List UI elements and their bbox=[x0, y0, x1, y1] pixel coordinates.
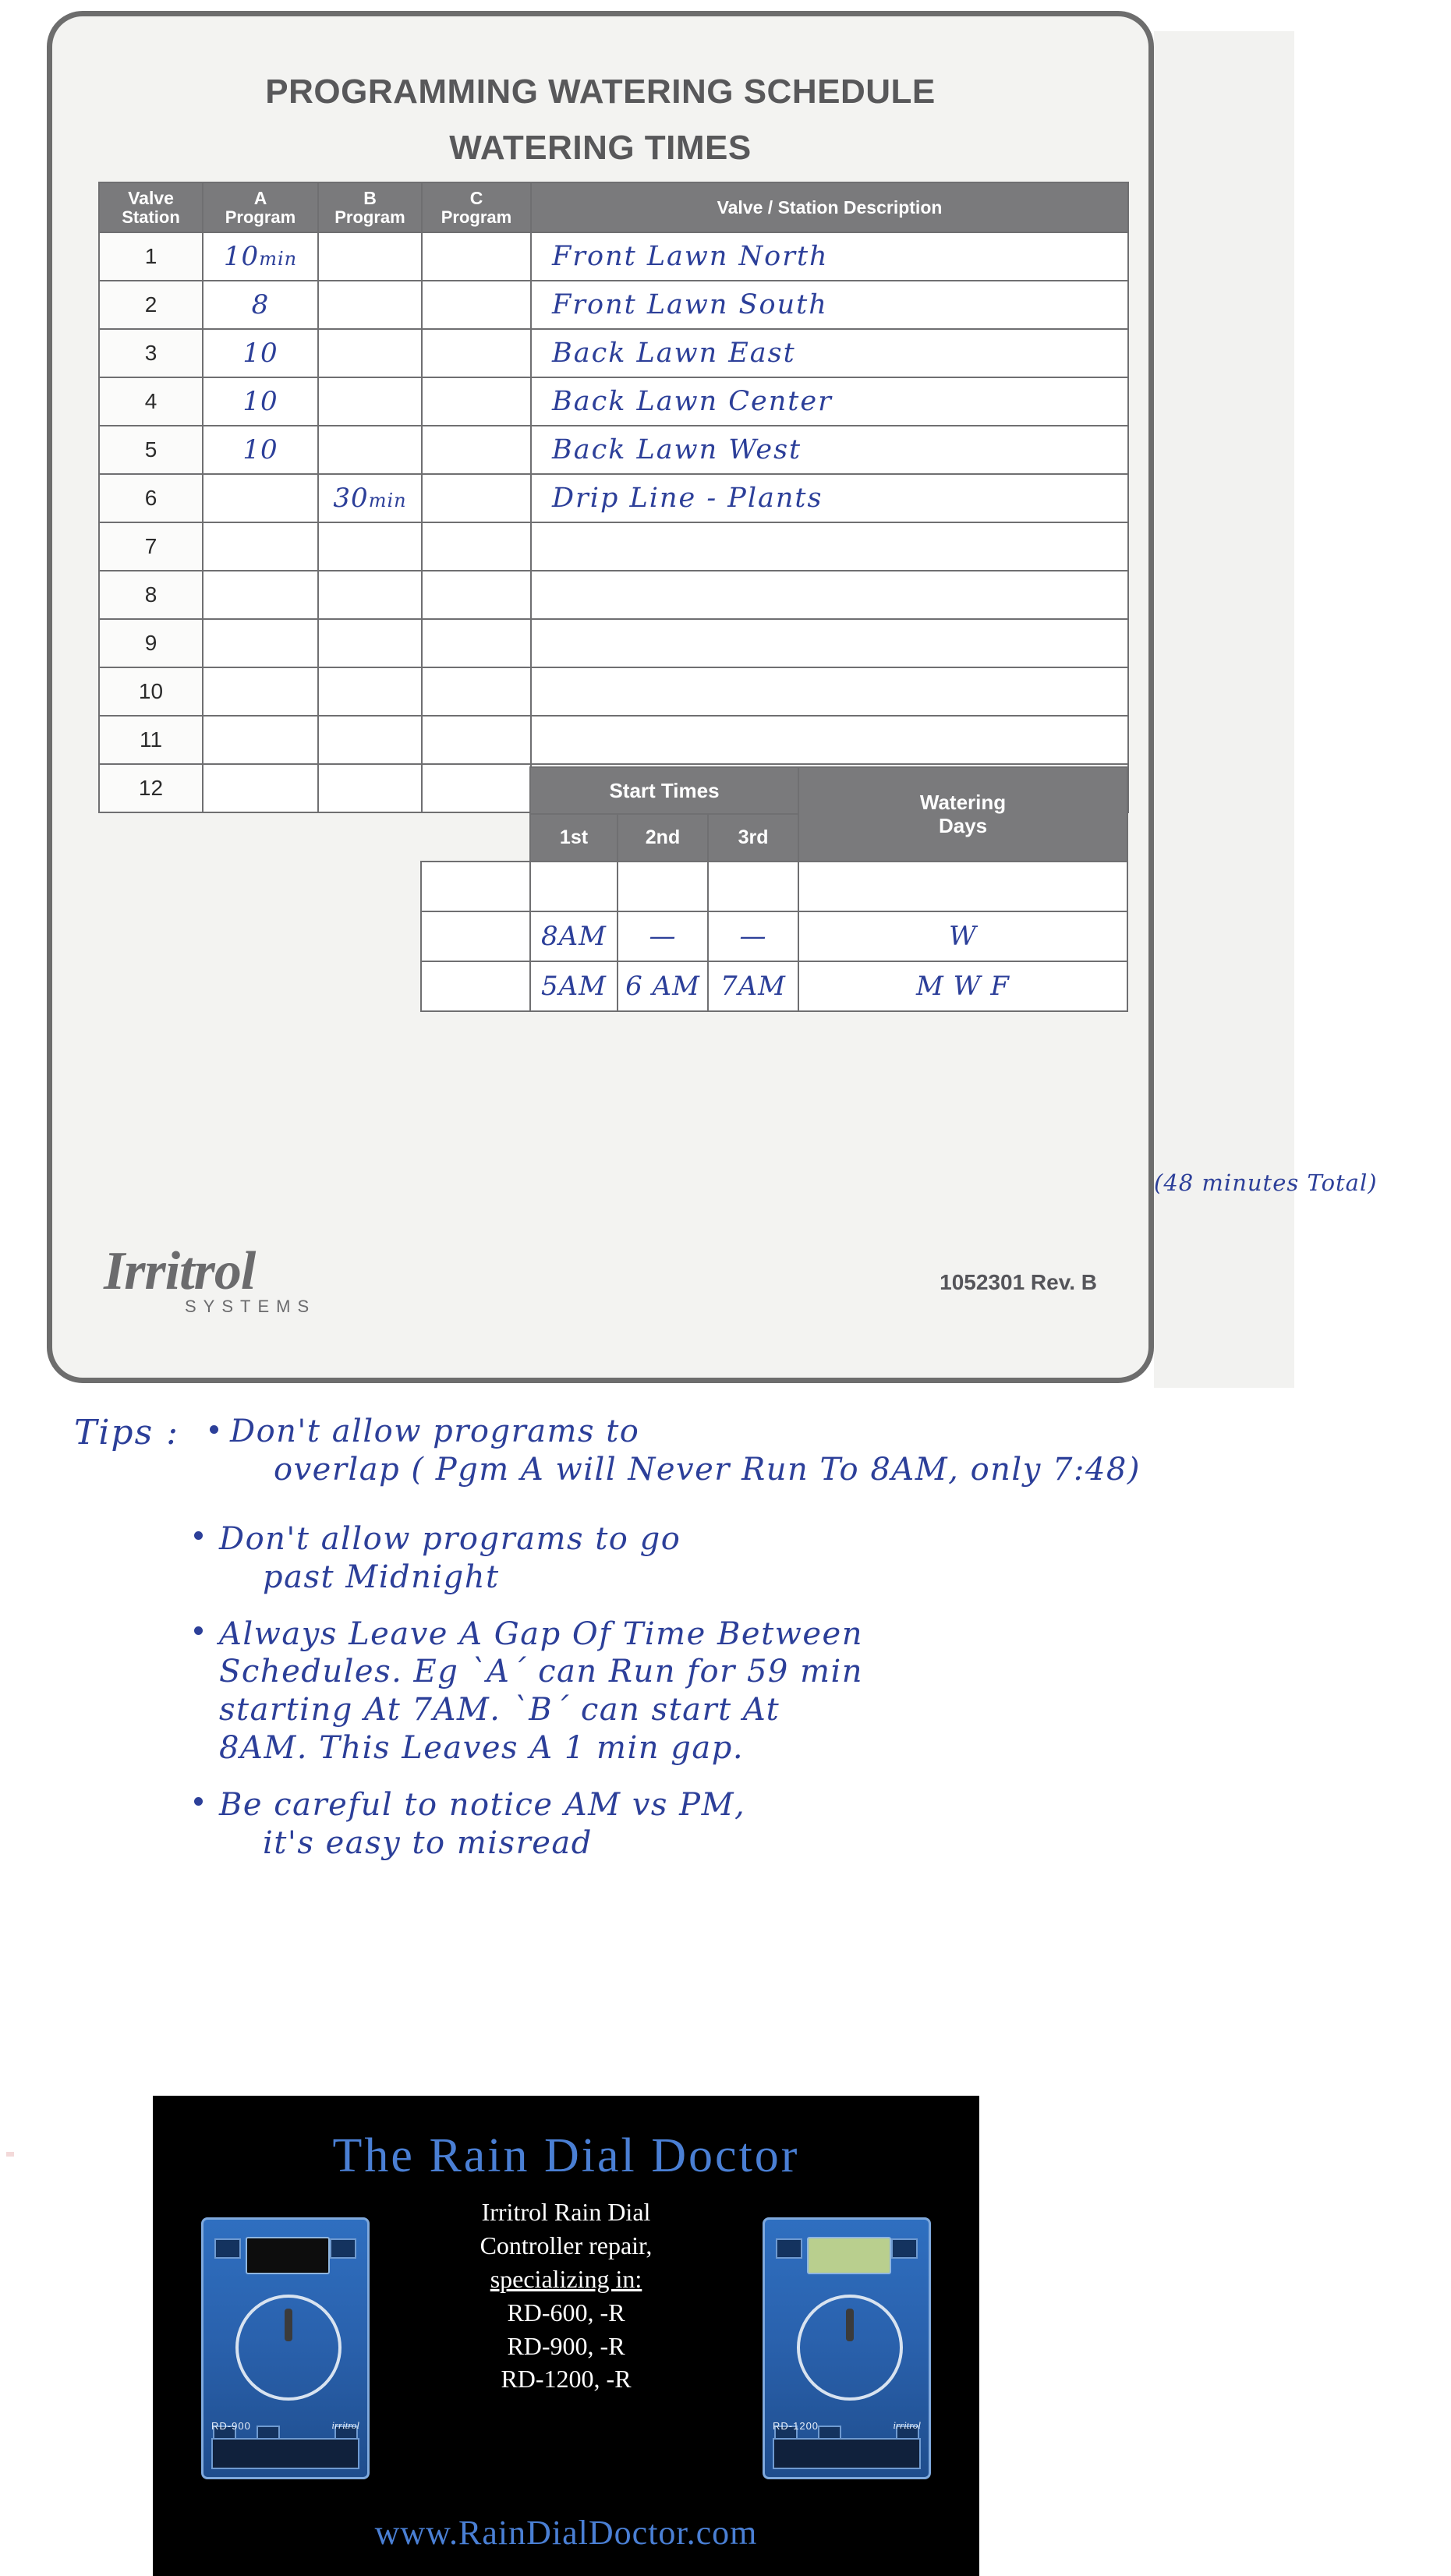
start-time-1st-header: 1st bbox=[530, 814, 618, 862]
start-time-first-cell[interactable] bbox=[530, 911, 618, 961]
start-time-row bbox=[98, 961, 1127, 1011]
watering-times-table-wrap bbox=[98, 182, 1127, 813]
table-row bbox=[99, 571, 1128, 619]
irritrol-logo bbox=[104, 1240, 316, 1317]
description-cell[interactable] bbox=[531, 426, 1128, 474]
bottom-spacer-cell bbox=[317, 961, 421, 1011]
b-program-cell[interactable] bbox=[318, 474, 422, 522]
a-program-cell[interactable] bbox=[203, 474, 318, 522]
tip-item-3-line2: Schedules. Eg `A´ can Run for 59 min bbox=[219, 1654, 864, 1690]
total-minutes-note: (48 minutes Total) bbox=[1154, 1169, 1378, 1196]
tip-item-4 bbox=[183, 1786, 1275, 1863]
c-program-cell[interactable] bbox=[422, 281, 531, 329]
start-times-values-table bbox=[98, 911, 1128, 1012]
bottom-spacer-cell bbox=[202, 862, 317, 911]
ad-text-line1: Irritrol Rain Dial bbox=[481, 2198, 651, 2226]
start-times-table bbox=[98, 766, 1128, 912]
c-program-cell[interactable] bbox=[422, 232, 531, 281]
description-cell[interactable] bbox=[531, 522, 1128, 571]
c-program-cell[interactable] bbox=[422, 474, 531, 522]
c-program-cell[interactable] bbox=[422, 426, 531, 474]
a-program-cell[interactable] bbox=[203, 716, 318, 764]
b-program-cell[interactable] bbox=[318, 329, 422, 377]
watering-times-body bbox=[99, 232, 1128, 812]
tip-bullet-icon bbox=[194, 1531, 203, 1540]
controller-button bbox=[330, 2238, 356, 2259]
table-row bbox=[99, 522, 1128, 571]
ad-text-line4: RD-600, -R bbox=[507, 2298, 625, 2327]
a-program-cell[interactable] bbox=[203, 232, 318, 281]
b-program-cell[interactable] bbox=[318, 377, 422, 426]
controller-button bbox=[214, 2238, 241, 2259]
controller-dial bbox=[797, 2295, 903, 2401]
station-number-cell: 6 bbox=[99, 474, 203, 522]
c-program-cell[interactable] bbox=[422, 522, 531, 571]
tip-bullet-icon bbox=[210, 1425, 218, 1434]
scan-artifact bbox=[6, 2152, 14, 2157]
tip-item-2-line2: past Midnight bbox=[263, 1559, 500, 1595]
start-time-row bbox=[98, 911, 1127, 961]
c-program-cell[interactable] bbox=[422, 667, 531, 716]
a-program-value: 10 bbox=[242, 434, 278, 465]
start-time-first-cell[interactable] bbox=[530, 961, 618, 1011]
tip-item-1-line1: Don't allow programs to bbox=[230, 1414, 640, 1449]
table-row bbox=[99, 281, 1128, 329]
controller-display bbox=[807, 2237, 891, 2274]
a-program-cell[interactable] bbox=[203, 667, 318, 716]
watering-times-table bbox=[98, 182, 1129, 813]
bottom-spacer-cell bbox=[202, 767, 317, 814]
b-program-cell[interactable] bbox=[318, 716, 422, 764]
bottom-spacer-cell bbox=[317, 814, 421, 862]
station-number-cell: 11 bbox=[99, 716, 203, 764]
start-times-block bbox=[98, 766, 1127, 1012]
advertisement-banner bbox=[153, 2096, 979, 2576]
a-program-value: 8 bbox=[251, 289, 270, 320]
start-time-third-cell[interactable] bbox=[708, 911, 798, 961]
station-number-cell: 12 bbox=[99, 764, 203, 812]
bottom-spacer-cell bbox=[317, 767, 421, 814]
bottom-spacer-cell bbox=[421, 767, 530, 814]
column-header-c-program: C Program bbox=[422, 182, 531, 232]
table-row bbox=[99, 232, 1128, 281]
b-program-cell[interactable] bbox=[318, 522, 422, 571]
c-program-cell[interactable] bbox=[422, 329, 531, 377]
part-number: 1052301 Rev. B bbox=[940, 1270, 1097, 1294]
b-program-cell[interactable] bbox=[318, 571, 422, 619]
tip-bullet-icon bbox=[194, 1797, 203, 1806]
b-program-cell[interactable] bbox=[318, 232, 422, 281]
tip-item-2 bbox=[183, 1520, 1275, 1597]
c-program-cell[interactable] bbox=[422, 377, 531, 426]
station-number-cell: 2 bbox=[99, 281, 203, 329]
card-title-line1 bbox=[73, 73, 1128, 111]
tip-item-4-line1: Be careful to notice AM vs PM, bbox=[219, 1786, 746, 1823]
table-row bbox=[99, 329, 1128, 377]
ad-title: The Rain Dial Doctor bbox=[332, 2129, 800, 2182]
column-header-b-program: B Program bbox=[318, 182, 422, 232]
a-program-unit: min bbox=[259, 248, 298, 270]
controller-model-label: RD-900 bbox=[211, 2420, 251, 2432]
b-program-value: 30 bbox=[333, 483, 369, 514]
bottom-spacer-cell bbox=[98, 767, 202, 814]
bottom-spacer-cell bbox=[202, 814, 317, 862]
a-program-value: 10 bbox=[242, 386, 278, 417]
tip-item-4-line2: it's easy to misread bbox=[263, 1824, 593, 1861]
start-time-2nd-header: 2nd bbox=[618, 814, 708, 862]
description-value: Front Lawn South bbox=[552, 289, 828, 320]
bottom-spacer-cell bbox=[98, 911, 202, 961]
controller-image-rd1200 bbox=[763, 2217, 931, 2479]
watering-days-cell[interactable] bbox=[798, 961, 1127, 1011]
column-header-valve-station: Valve Station bbox=[99, 182, 203, 232]
tip-item-2-line1: Don't allow programs to go bbox=[219, 1521, 681, 1557]
description-cell[interactable] bbox=[531, 281, 1128, 329]
tip-item-3-line3: starting At 7AM. `B´ can start At bbox=[219, 1692, 780, 1729]
controller-model-label: RD-1200 bbox=[773, 2420, 819, 2432]
tip-item-3-line4: 8AM. This Leaves A 1 min gap. bbox=[219, 1729, 745, 1766]
bottom-spacer-cell bbox=[202, 911, 317, 961]
column-header-description: Valve / Station Description bbox=[531, 182, 1128, 232]
c-program-cell[interactable] bbox=[422, 619, 531, 667]
start-times-rows bbox=[98, 911, 1127, 1011]
a-program-cell[interactable] bbox=[203, 522, 318, 571]
ad-text-line2: Controller repair, bbox=[480, 2231, 653, 2259]
bottom-empty-cell bbox=[708, 862, 798, 911]
ad-text-line5: RD-900, -R bbox=[507, 2331, 625, 2360]
watering-days-cell[interactable] bbox=[798, 911, 1127, 961]
watering-schedule-card bbox=[47, 11, 1154, 1383]
bottom-spacer-cell bbox=[421, 814, 530, 862]
controller-dial bbox=[235, 2295, 342, 2401]
start-time-second-cell[interactable] bbox=[618, 961, 708, 1011]
table-row bbox=[99, 426, 1128, 474]
watering-days-header: Watering Days bbox=[798, 767, 1127, 862]
start-time-third-value: 7AM bbox=[720, 971, 786, 1002]
description-value: Front Lawn North bbox=[552, 241, 829, 272]
start-time-second-value: 6 AM bbox=[625, 971, 700, 1002]
brand-name: Irritrol bbox=[104, 1241, 256, 1301]
description-cell[interactable] bbox=[531, 667, 1128, 716]
station-number-cell: 5 bbox=[99, 426, 203, 474]
description-cell[interactable] bbox=[531, 716, 1128, 764]
description-cell[interactable] bbox=[531, 619, 1128, 667]
bottom-spacer-cell bbox=[202, 961, 317, 1011]
ad-text-line3: specializing in: bbox=[490, 2264, 642, 2293]
bottom-spacer-cell bbox=[317, 911, 421, 961]
bottom-spacer-cell bbox=[98, 862, 202, 911]
card-title-line2 bbox=[73, 129, 1128, 168]
b-program-cell[interactable] bbox=[318, 667, 422, 716]
a-program-cell[interactable] bbox=[203, 329, 318, 377]
description-cell[interactable] bbox=[531, 329, 1128, 377]
controller-terminal-strip bbox=[773, 2438, 921, 2469]
bottom-empty-cell bbox=[421, 911, 530, 961]
a-program-cell[interactable] bbox=[203, 281, 318, 329]
controller-image-rd900 bbox=[201, 2217, 370, 2479]
station-number-cell: 9 bbox=[99, 619, 203, 667]
start-time-third-cell[interactable] bbox=[708, 961, 798, 1011]
ad-website-link[interactable]: www.RainDialDoctor.com bbox=[374, 2514, 758, 2552]
b-program-cell[interactable] bbox=[318, 281, 422, 329]
tips-label: Tips : bbox=[74, 1413, 179, 1453]
table-row bbox=[99, 474, 1128, 522]
bottom-empty-cell bbox=[798, 862, 1127, 911]
bottom-spacer-cell bbox=[98, 814, 202, 862]
controller-button bbox=[776, 2238, 802, 2259]
bottom-empty-cell bbox=[530, 862, 618, 911]
description-value: Back Lawn West bbox=[552, 434, 802, 465]
description-value: Drip Line - Plants bbox=[552, 483, 823, 514]
a-program-cell[interactable] bbox=[203, 571, 318, 619]
bottom-empty-cell bbox=[421, 862, 530, 911]
station-number-cell: 7 bbox=[99, 522, 203, 571]
bottom-spacer-cell bbox=[98, 961, 202, 1011]
controller-brand-label: irritrol bbox=[331, 2419, 359, 2431]
table-header-row bbox=[99, 182, 1128, 232]
b-program-unit: min bbox=[368, 490, 407, 511]
description-cell[interactable] bbox=[531, 571, 1128, 619]
start-time-third-value: — bbox=[739, 921, 767, 952]
start-time-first-value: 8AM bbox=[541, 921, 607, 952]
description-cell[interactable] bbox=[531, 232, 1128, 281]
a-program-cell[interactable] bbox=[203, 377, 318, 426]
a-program-value: 10 bbox=[223, 241, 260, 272]
start-time-second-value: — bbox=[649, 921, 677, 952]
c-program-cell[interactable] bbox=[422, 716, 531, 764]
column-header-a-program: A Program bbox=[203, 182, 318, 232]
controller-terminal-strip bbox=[211, 2438, 359, 2469]
tip-item-1 bbox=[230, 1413, 1259, 1489]
table-row bbox=[99, 667, 1128, 716]
controller-display bbox=[246, 2237, 330, 2274]
table-row bbox=[99, 716, 1128, 764]
brand-subtitle: SYSTEMS bbox=[185, 1297, 317, 1316]
c-program-cell[interactable] bbox=[422, 571, 531, 619]
watering-days-value: M W F bbox=[916, 971, 1010, 1002]
b-program-cell[interactable] bbox=[318, 426, 422, 474]
station-number-cell: 3 bbox=[99, 329, 203, 377]
description-value: Back Lawn Center bbox=[552, 386, 833, 417]
station-number-cell: 8 bbox=[99, 571, 203, 619]
description-value: Back Lawn East bbox=[552, 338, 796, 369]
a-program-cell[interactable] bbox=[203, 426, 318, 474]
b-program-cell[interactable] bbox=[318, 619, 422, 667]
start-time-3rd-header: 3rd bbox=[708, 814, 798, 862]
bottom-empty-cell bbox=[618, 862, 708, 911]
tip-item-3-line1: Always Leave A Gap Of Time Between bbox=[219, 1615, 863, 1652]
controller-button bbox=[891, 2238, 918, 2259]
station-number-cell: 10 bbox=[99, 667, 203, 716]
table-row bbox=[99, 619, 1128, 667]
description-cell[interactable] bbox=[531, 377, 1128, 426]
tip-item-3 bbox=[183, 1615, 1275, 1767]
bottom-empty-cell bbox=[421, 961, 530, 1011]
controller-brand-label: irritrol bbox=[893, 2419, 921, 2431]
station-number-cell: 1 bbox=[99, 232, 203, 281]
table-row bbox=[99, 377, 1128, 426]
start-time-first-value: 5AM bbox=[541, 971, 607, 1002]
card-title-line2-text: WATERING TIMES bbox=[449, 129, 752, 167]
tip-item-1-line2: overlap ( Pgm A will Never Run To 8AM, only 7:48) bbox=[274, 1451, 1141, 1488]
start-time-second-cell[interactable] bbox=[618, 911, 708, 961]
start-times-header: Start Times bbox=[530, 767, 798, 814]
tip-bullet-icon bbox=[194, 1626, 203, 1635]
description-cell[interactable] bbox=[531, 474, 1128, 522]
watering-days-value: W bbox=[949, 921, 977, 952]
ad-text-line6: RD-1200, -R bbox=[501, 2365, 632, 2394]
station-number-cell: 4 bbox=[99, 377, 203, 426]
a-program-value: 10 bbox=[242, 338, 278, 369]
bottom-spacer-cell bbox=[317, 862, 421, 911]
a-program-cell[interactable] bbox=[203, 619, 318, 667]
card-title-line1-text: PROGRAMMING WATERING SCHEDULE bbox=[265, 73, 936, 111]
